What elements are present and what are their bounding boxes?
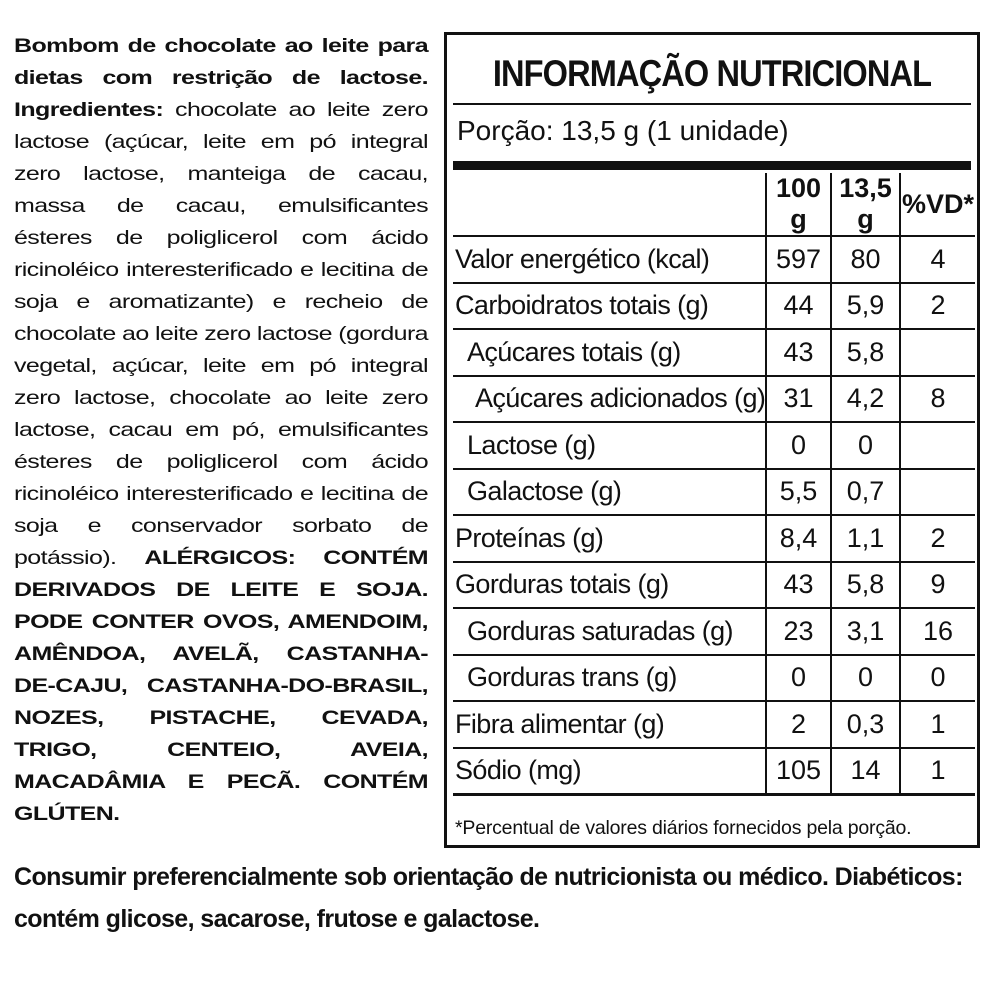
nutrient-label: Fibra alimentar (g) bbox=[453, 701, 766, 748]
value-portion: 5,9 bbox=[831, 283, 900, 330]
header-blank bbox=[453, 173, 766, 236]
value-vd bbox=[900, 469, 975, 516]
divider bbox=[453, 103, 971, 105]
nutrient-label: Galactose (g) bbox=[453, 469, 766, 516]
table-row bbox=[453, 562, 975, 609]
value-portion: 0,3 bbox=[831, 701, 900, 748]
value-portion: 5,8 bbox=[831, 562, 900, 609]
table-row bbox=[453, 329, 975, 376]
nutrition-facts-title: INFORMAÇÃO NUTRICIONAL bbox=[492, 53, 932, 94]
value-100g: 597 bbox=[766, 236, 831, 283]
nutrient-label: Gorduras saturadas (g) bbox=[453, 608, 766, 655]
header-vd: %VD* bbox=[900, 173, 975, 236]
value-100g: 44 bbox=[766, 283, 831, 330]
divider-thick bbox=[453, 161, 971, 170]
value-vd: 8 bbox=[900, 376, 975, 423]
portion-size: Porção: 13,5 g (1 unidade) bbox=[457, 115, 789, 146]
nutrition-table bbox=[453, 173, 975, 796]
ingredients-list: chocolate ao leite zero lactose (açúcar, leite em pó integral zero lactose, manteiga de cacau, massa de cacau, emulsificantes ésteres de poliglicerol com ácido ricinoléico interesterificado e lecitina de soja e aromatizante) e recheio de chocolate ao leite zero lactose (gordura vegetal, açúcar, leite em pó integral zero lactose, chocolate ao leite zero lactose, cacau em pó, emulsificantes ésteres de poliglicerol com ácido ricinoléico interesterificado e lecitina de soja e conservador sorbato de potássio). bbox=[14, 99, 428, 569]
value-100g: 31 bbox=[766, 376, 831, 423]
value-100g: 5,5 bbox=[766, 469, 831, 516]
value-portion: 1,1 bbox=[831, 515, 900, 562]
value-vd: 2 bbox=[900, 283, 975, 330]
header-100g: 100 g bbox=[766, 173, 831, 236]
nutrient-label: Lactose (g) bbox=[453, 422, 766, 469]
nutrient-label: Açúcares totais (g) bbox=[453, 329, 766, 376]
table-row bbox=[453, 283, 975, 330]
value-portion: 5,8 bbox=[831, 329, 900, 376]
nutrition-facts-panel bbox=[444, 32, 980, 848]
value-vd: 2 bbox=[900, 515, 975, 562]
ingredients-text bbox=[14, 30, 428, 830]
value-vd: 16 bbox=[900, 608, 975, 655]
value-100g: 0 bbox=[766, 422, 831, 469]
table-row bbox=[453, 515, 975, 562]
value-vd: 9 bbox=[900, 562, 975, 609]
value-100g: 43 bbox=[766, 329, 831, 376]
table-row bbox=[453, 422, 975, 469]
value-portion: 14 bbox=[831, 748, 900, 795]
value-portion: 4,2 bbox=[831, 376, 900, 423]
value-vd bbox=[900, 422, 975, 469]
value-100g: 43 bbox=[766, 562, 831, 609]
table-row bbox=[453, 608, 975, 655]
value-portion: 0 bbox=[831, 422, 900, 469]
value-vd: 1 bbox=[900, 748, 975, 795]
footnote: *Percentual de valores diários fornecidos pela porção. bbox=[455, 817, 912, 839]
value-portion: 0 bbox=[831, 655, 900, 702]
value-vd bbox=[900, 329, 975, 376]
value-100g: 2 bbox=[766, 701, 831, 748]
table-row bbox=[453, 655, 975, 702]
value-vd: 0 bbox=[900, 655, 975, 702]
value-portion: 0,7 bbox=[831, 469, 900, 516]
value-portion: 80 bbox=[831, 236, 900, 283]
table-header-row bbox=[453, 173, 975, 236]
nutrient-label: Valor energético (kcal) bbox=[453, 236, 766, 283]
nutrient-label: Açúcares adicionados (g) bbox=[453, 376, 766, 423]
value-100g: 105 bbox=[766, 748, 831, 795]
nutrient-label: Carboidratos totais (g) bbox=[453, 283, 766, 330]
nutrient-label: Gorduras trans (g) bbox=[453, 655, 766, 702]
value-portion: 3,1 bbox=[831, 608, 900, 655]
table-row bbox=[453, 748, 975, 795]
nutrient-label: Sódio (mg) bbox=[453, 748, 766, 795]
table-row bbox=[453, 376, 975, 423]
nutrient-label: Proteínas (g) bbox=[453, 515, 766, 562]
consumption-note: Consumir preferencialmente sob orientação de nutricionista ou médico. Diabéticos: contém glicose, sacarose, frutose e galactose. bbox=[14, 863, 963, 933]
allergens-warning: ALÉRGICOS: CONTÉM DERIVADOS DE LEITE E SOJA. PODE CONTER OVOS, AMENDOIM, AMÊNDOA, AVELÃ, CASTANHA- DE-CAJU, CASTANHA-DO-BRASIL, NOZES, PISTACHE, CEVADA, TRIGO, CENTEIO, AVEIA, MACADÂMIA E PECÃ. CONTÉM GLÚTEN. bbox=[14, 547, 428, 825]
table-row bbox=[453, 469, 975, 516]
table-row bbox=[453, 701, 975, 748]
value-vd: 4 bbox=[900, 236, 975, 283]
nutrient-label: Gorduras totais (g) bbox=[453, 562, 766, 609]
value-100g: 8,4 bbox=[766, 515, 831, 562]
header-portion: 13,5 g bbox=[831, 173, 900, 236]
table-row bbox=[453, 236, 975, 283]
value-100g: 23 bbox=[766, 608, 831, 655]
value-100g: 0 bbox=[766, 655, 831, 702]
product-description: Bombom de chocolate ao leite para dietas com restrição de lactose. Ingredientes: bbox=[14, 35, 428, 121]
value-vd: 1 bbox=[900, 701, 975, 748]
